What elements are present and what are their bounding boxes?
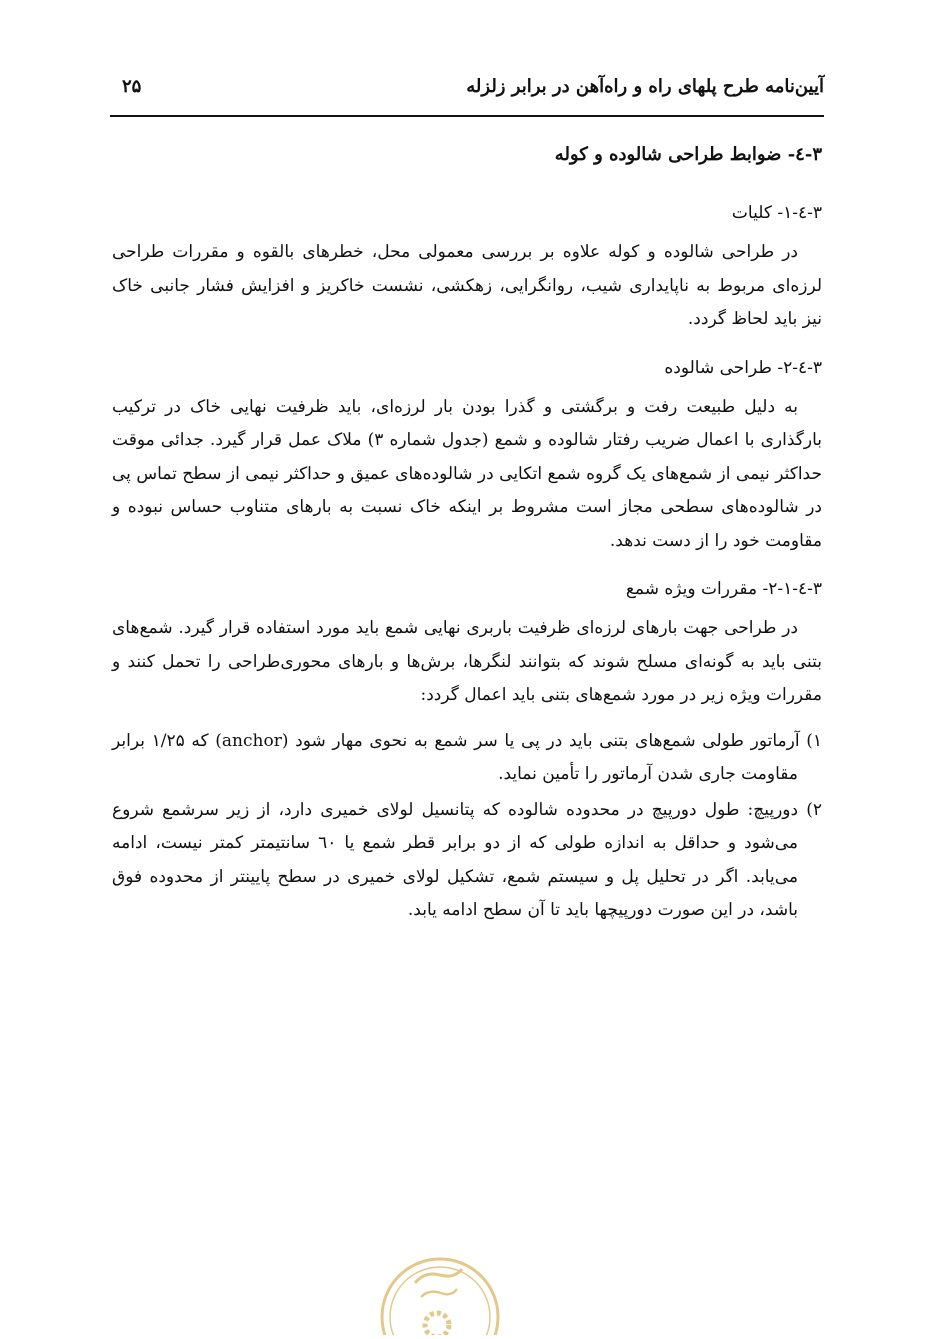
paragraph-foundation: به دلیل طبیعت رفت و برگشتی و گذرا بودن بار لرزه‌ای، باید ظرفیت نهایی خاک در ترکیب بارگذاری با اعمال ضریب رفتار شالوده و شمع (جدول شماره ۳) ملاک عمل قرار گیرد. جدائی موقت حداکثر نیمی از شمع‌های یک گروه شمع اتکایی در شالوده‌های عمیق و حداکثر نیمی از سطح تماس پی در شالوده‌های سطحی مجاز است مشروط بر اینکه خاک نسبت به بارهای متناوب حساس نبوده و مقاومت خود را از دست ندهد. [112, 396, 822, 551]
paragraph-general: در طراحی شالوده و کوله علاوه بر بررسی معمولی محل، خطرهای بالقوه و مقررات طراحی لرزه‌ای مربوط به ناپایداری شیب، روانگرایی، زهکشی، نشست خاکریز و افزایش فشار جانبی خاک نیز باید لحاظ گردد. [112, 242, 822, 329]
paragraph-piles: در طراحی جهت بارهای لرزه‌ای ظرفیت باربری نهایی شمع باید مورد استفاده قرار گیرد. شمع‌های بتنی باید به گونه‌ای مسلح شوند که بتوانند لنگرها، برش‌ها و بارهای محوری‌طراحی را تحمل کنند و مقررات ویژه زیر در مورد شمع‌های بتنی باید اعمال گردد: [112, 618, 822, 705]
header-title: آیین‌نامه طرح پلهای راه و راه‌آهن در برابر زلزله [466, 76, 824, 97]
page-content [112, 138, 822, 930]
section-title: ۳-٤- ضوابط طراحی شالوده و کوله [554, 144, 822, 165]
subsection-heading-foundation: ۳-٤-۲- طراحی شالوده [664, 357, 822, 378]
list-item: ۲) دورپیچ: طول دورپیچ در محدوده شالوده که پتانسیل لولای خمیری دارد، از زیر سرشمع شروع می‌شود و حداقل به اندازه طولی که از دو برابر قطر شمع یا ٦۰ سانتیمتر کمتر نیست، ادامه می‌یابد. اگر در تحلیل پل و سیستم شمع، تشکیل لولای خمیری در سطح پایینتر از محدوده فوق باشد، در این صورت دورپیچها باید تا آن سطح ادامه یابد. [112, 799, 822, 920]
list-item: ۱) آرماتور طولی شمع‌های بتنی باید در پی یا سر شمع به نحوی مهار شود (anchor) که ۱/۲۵ برابر مقاومت جاری شدن آرماتور را تأمین نماید. [112, 730, 822, 784]
running-header [110, 70, 824, 110]
subsection-heading-general: ۳-٤-۱- کلیات [731, 203, 822, 223]
page-number: ۲۵ [122, 76, 142, 97]
requirements-list [112, 725, 822, 928]
publisher-seal-icon [375, 1245, 505, 1335]
header-rule [110, 115, 824, 117]
subsection-heading-piles: ۳-٤-۲-۱- مقررات ویژه شمع [625, 579, 822, 599]
